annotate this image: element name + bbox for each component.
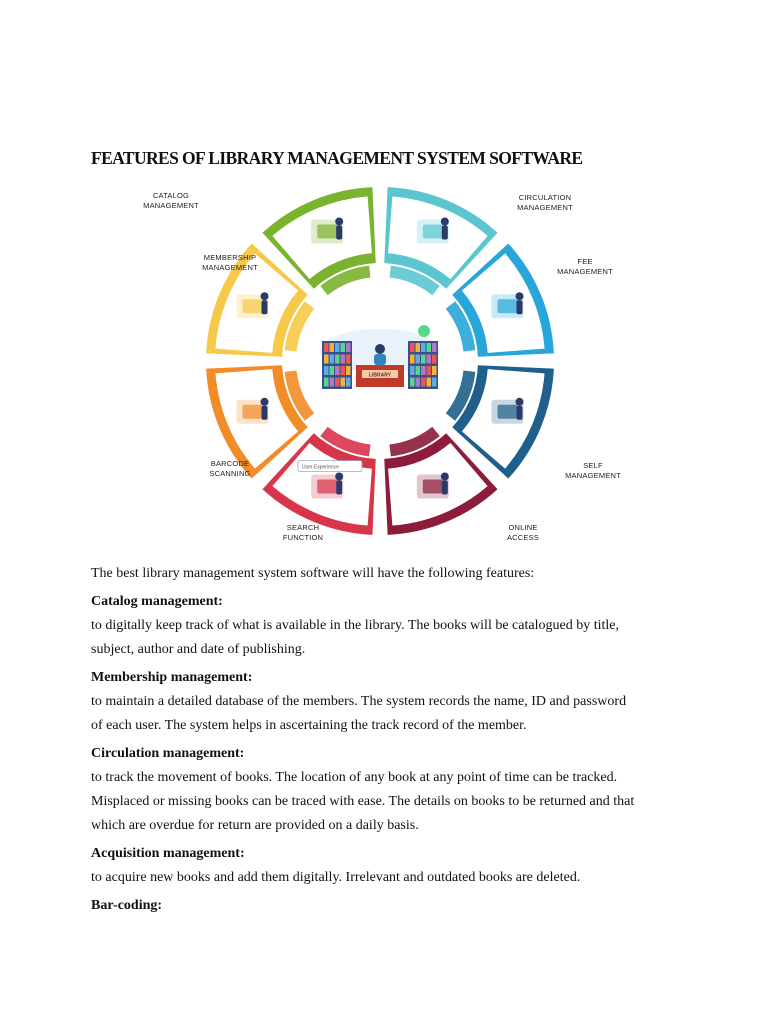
bookshelf-icon	[322, 341, 352, 389]
segment-label-line2: ACCESS	[506, 533, 540, 542]
section-heading: Catalog management:	[91, 594, 223, 609]
section-heading: Membership management:	[91, 670, 253, 685]
online-access-icon	[417, 472, 449, 498]
membership-icon	[237, 292, 269, 318]
bookshelf-icon	[408, 341, 438, 389]
segment-label-line1: FEE	[577, 257, 593, 266]
library-sign-text: LIBRARY	[368, 372, 392, 379]
section-text-line: which are overdue for return are provided on a daily basis.	[91, 818, 419, 833]
search-box-text: User Experience	[301, 464, 339, 471]
section-text-line: to track the movement of books. The location of any book at any point of time can be tracked.	[91, 770, 618, 785]
page-title: FEATURES OF LIBRARY MANAGEMENT SYSTEM SOFTWARE	[91, 148, 583, 168]
section-text-line: to acquire new books and add them digitally. Irrelevant and outdated books are deleted.	[91, 870, 581, 885]
segment-label-line2: MANAGEMENT	[565, 471, 621, 480]
section-heading: Bar-coding:	[91, 898, 163, 913]
segment-label-line1: SELF	[583, 461, 603, 470]
fee-icon	[491, 292, 523, 318]
segment-label-line2: FUNCTION	[282, 533, 324, 542]
segment-label-line1: CIRCULATION	[518, 193, 572, 202]
library-center-illustration	[298, 279, 462, 443]
segment-label-line2: MANAGEMENT	[517, 203, 573, 212]
barcode-icon	[237, 398, 269, 424]
plant-icon	[418, 325, 430, 337]
segment-label-line1: MEMBERSHIP	[203, 253, 257, 262]
section-text-line: to maintain a detailed database of the members. The system records the name, ID and password	[91, 694, 627, 709]
librarian-body	[374, 354, 386, 365]
segment-label-line1: BARCODE	[210, 459, 250, 468]
intro-text: The best library management system software will have the following features:	[91, 566, 535, 581]
segment-label-line1: CATALOG	[152, 191, 190, 200]
section-text-line: subject, author and date of publishing.	[91, 642, 306, 657]
segment-label-line2: MANAGEMENT	[557, 267, 613, 276]
features-text	[91, 562, 691, 918]
section-heading: Acquisition management:	[91, 846, 245, 861]
librarian-head	[375, 344, 385, 354]
segment-label-line2: MANAGEMENT	[202, 263, 258, 272]
search-icon	[311, 472, 343, 498]
segment-label-line1: SEARCH	[286, 523, 320, 532]
catalog-icon	[311, 218, 343, 244]
section-heading: Circulation management:	[91, 746, 245, 761]
section-text-line: Misplaced or missing books can be traced with ease. The details on books to be returned and that	[91, 794, 635, 809]
section-text-line: of each user. The system helps in ascertaining the track record of the member.	[91, 718, 527, 733]
self-management-icon	[491, 398, 523, 424]
circulation-icon	[417, 218, 449, 244]
features-wheel-diagram	[143, 188, 621, 548]
segment-label-line1: ONLINE	[508, 523, 538, 532]
search-box-illustration	[298, 461, 362, 472]
section-text-line: to digitally keep track of what is available in the library. The books will be catalogued by title,	[91, 618, 619, 633]
segment-label-line2: MANAGEMENT	[143, 201, 199, 210]
segment-label-line2: SCANNING	[209, 469, 251, 478]
